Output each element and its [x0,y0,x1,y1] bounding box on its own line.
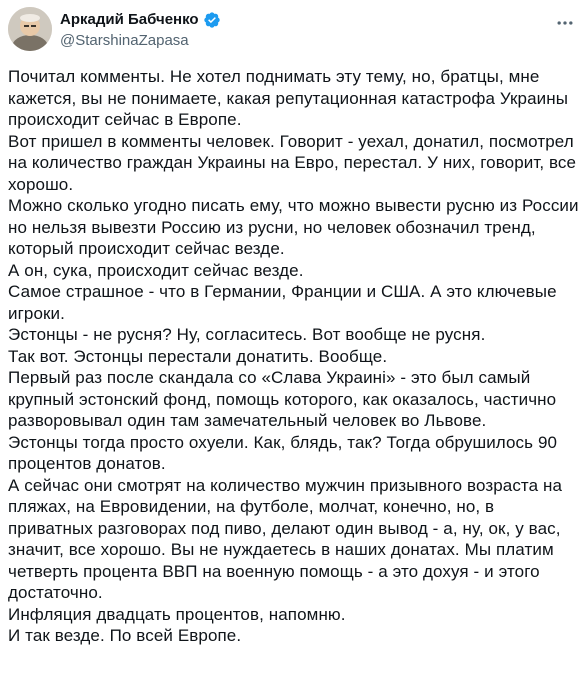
post-paragraph: Самое страшное - что в Германии, Франции и США. А это ключевые игроки. [8,282,557,323]
more-horizontal-icon [555,13,575,33]
post-paragraph: А он, сука, происходит сейчас везде. [8,260,304,280]
post-paragraph: Можно сколько угодно писать ему, что можно вывести русню из России но нельзя вывезти Россию из русни, но человек обозначил тренд, который происходит сейчас везде. [8,196,579,258]
avatar-photo-icon [8,7,52,51]
author-info [60,10,221,51]
author-display-name[interactable]: Аркадий Бабченко [60,11,199,28]
post-paragraph: Эстонцы - не русня? Ну, согласитесь. Вот вообще не русня. [8,325,486,344]
post-paragraph: А сейчас они смотрят на количество мужчин призывного возраста на пляжах, на Евровидении, на футболе, молчат, конечно, но, в приватных разговорах под пиво, делают один вывод - а, ну, ок, у вас, значит, все хорошо. Вы не нуждаетесь в наших донатах. Мы платим четверть процента ВВП на военную помощь - а это дохуя - и этого достаточно. [8,475,563,602]
post-paragraph: Эстонцы тогда просто охуели. Как, блядь, так? Тогда обрушилось 90 процентов донатов. [8,432,558,473]
verified-badge-icon [203,11,221,29]
avatar[interactable] [8,7,52,51]
post-header [8,6,580,54]
author-handle[interactable]: @StarshinaZapasa [60,32,189,49]
name-row [60,10,221,30]
more-options-button[interactable] [554,12,576,34]
post-paragraph: Вот пришел в комменты человек. Говорит - уехал, донатил, посмотрел на количество граждан Украины на Евро, перестал. У них, говорит, все хорошо. [8,131,577,194]
post-paragraph: Почитал комменты. Не хотел поднимать эту тему, но, братцы, мне кажется, вы не понимаете, какая репутационная катастрофа Украины происходит сейчас в Европе. [8,67,569,129]
post-paragraph: Первый раз после скандала со «Слава Украинi» - это был самый крупный эстонский фонд, помощь которого, как оказалось, частично разворовывал один там замечательный человек во Львове. [8,368,557,430]
post-text [8,66,580,647]
post-paragraph: Так вот. Эстонцы перестали донатить. Вообще. [8,346,388,366]
post-paragraph: Инфляция двадцать процентов, напомню. [8,604,346,624]
post-paragraph: И так везде. По всей Европе. [8,626,242,645]
